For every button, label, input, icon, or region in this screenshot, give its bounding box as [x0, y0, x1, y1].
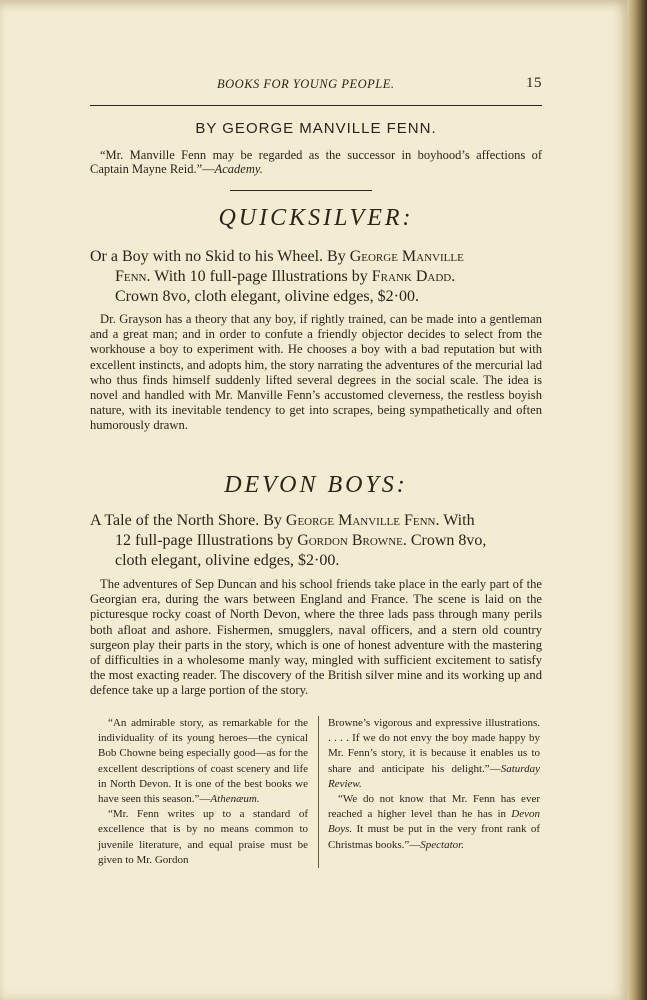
review-text: It must be put in the very front rank of Christmas books.”— — [328, 823, 540, 851]
desc-text: A Tale of the North Shore. By — [90, 512, 286, 529]
desc-text: Crown 8vo, — [406, 532, 487, 549]
book-description — [90, 247, 542, 307]
desc-line — [90, 531, 542, 551]
running-head-title: BOOKS FOR YOUNG PEOPLE. — [217, 77, 395, 91]
desc-text: 12 full-page Illustrations by — [115, 532, 298, 549]
column-divider — [318, 716, 319, 868]
blurb-source: Academy. — [214, 162, 263, 176]
desc-author: George Manville Fenn. — [285, 512, 440, 529]
desc-line — [90, 247, 542, 267]
blurb-quote: “Mr. Manville Fenn may be regarded as the successor in boyhood’s affections of Captain Mayne Reid.”— — [90, 148, 542, 176]
review-source: Athenæum. — [210, 793, 260, 806]
review — [98, 716, 308, 807]
desc-author-part: George Manville — [349, 248, 464, 265]
review — [328, 716, 540, 792]
reviews-column-left — [98, 716, 308, 868]
review-book-title: Devon Boys. — [328, 808, 540, 836]
page-number: 15 — [526, 75, 542, 91]
reviews-column-right — [328, 716, 540, 853]
review-text: “An admirable story, as remarkable for the individuality of its young heroes—the cynical Bob Chowne being especially good—as for the excellent descriptions of coast scenery and life in North Devon. It is one of the best books we have seen this season.”— — [98, 717, 308, 806]
author-heading: BY GEORGE MANVILLE FENN. — [195, 120, 437, 137]
book-title: DEVON BOYS: — [224, 472, 408, 498]
desc-line — [90, 511, 542, 531]
header-rule — [90, 105, 542, 106]
book-description — [90, 511, 542, 571]
desc-text: With 10 full-page Illustrations by — [150, 268, 372, 285]
review: “Mr. Fenn writes up to a standard of excellence that is by no means common to juvenile literature, and equal praise must be given to Mr. Gordon — [98, 808, 308, 866]
desc-line — [90, 267, 542, 287]
review — [328, 792, 540, 853]
desc-illustrator: Frank Dadd. — [371, 268, 456, 285]
review-source: Saturday Review. — [328, 762, 540, 790]
desc-illustrator: Gordon Browne. — [297, 532, 407, 549]
book-title: QUICKSILVER: — [218, 205, 414, 231]
author-blurb — [90, 148, 542, 176]
review-source: Spectator. — [420, 838, 464, 851]
review-text: “We do not know that Mr. Fenn has ever reached a higher level than he has in — [328, 793, 540, 821]
desc-line: Crown 8vo, cloth elegant, olivine edges, $2·00. — [115, 288, 419, 305]
desc-author-part: Fenn. — [115, 268, 151, 285]
page-edge — [627, 0, 647, 1000]
book-body: Dr. Grayson has a theory that any boy, if rightly trained, can be made into a gentleman and a great man; and in order to confute a friendly objector decides to select from the workhouse a boy to experiment with. He chooses a boy with a bad reputation but with excellent instincts, and adopts him, the story narrating the adventures of the mercurial lad who thus finds himself suddenly lifted several degrees in the social scale. The idea is novel and handled with Mr. Manville Fenn’s accustomed cleverness, the restless boyish nature, with its inevitable tendency to get into scrapes, being sympathetically and often humorously drawn. — [90, 312, 542, 433]
desc-line: cloth elegant, olivine edges, $2·00. — [115, 552, 340, 569]
section-divider — [230, 190, 372, 191]
desc-text: Or a Boy with no Skid to his Wheel. By — [90, 248, 350, 265]
review-text: Browne’s vigorous and expressive illustrations. . . . . If we do not envy the boy made happy by Mr. Fenn’s story, it is because it enables us to share and anticipate his delight.”— — [328, 717, 540, 775]
book-body: The adventures of Sep Duncan and his school friends take place in the early part of the Georgian era, during the wars between England and France. The scene is laid on the picturesque rocky coast of North Devon, where the three lads pass through many perils both afloat and ashore. Fishermen, smugglers, naval officers, and a stern old country surgeon play their parts in the story, which is one of honest adventure with the mastering of difficulties in a wholesome manly way, mingled with sufficient excitement to satisfy the most exacting reader. The discovery of the British silver mine and its working up and defence take up a large portion of the story. — [90, 577, 542, 698]
running-head — [90, 75, 542, 95]
desc-text: With — [439, 512, 475, 529]
